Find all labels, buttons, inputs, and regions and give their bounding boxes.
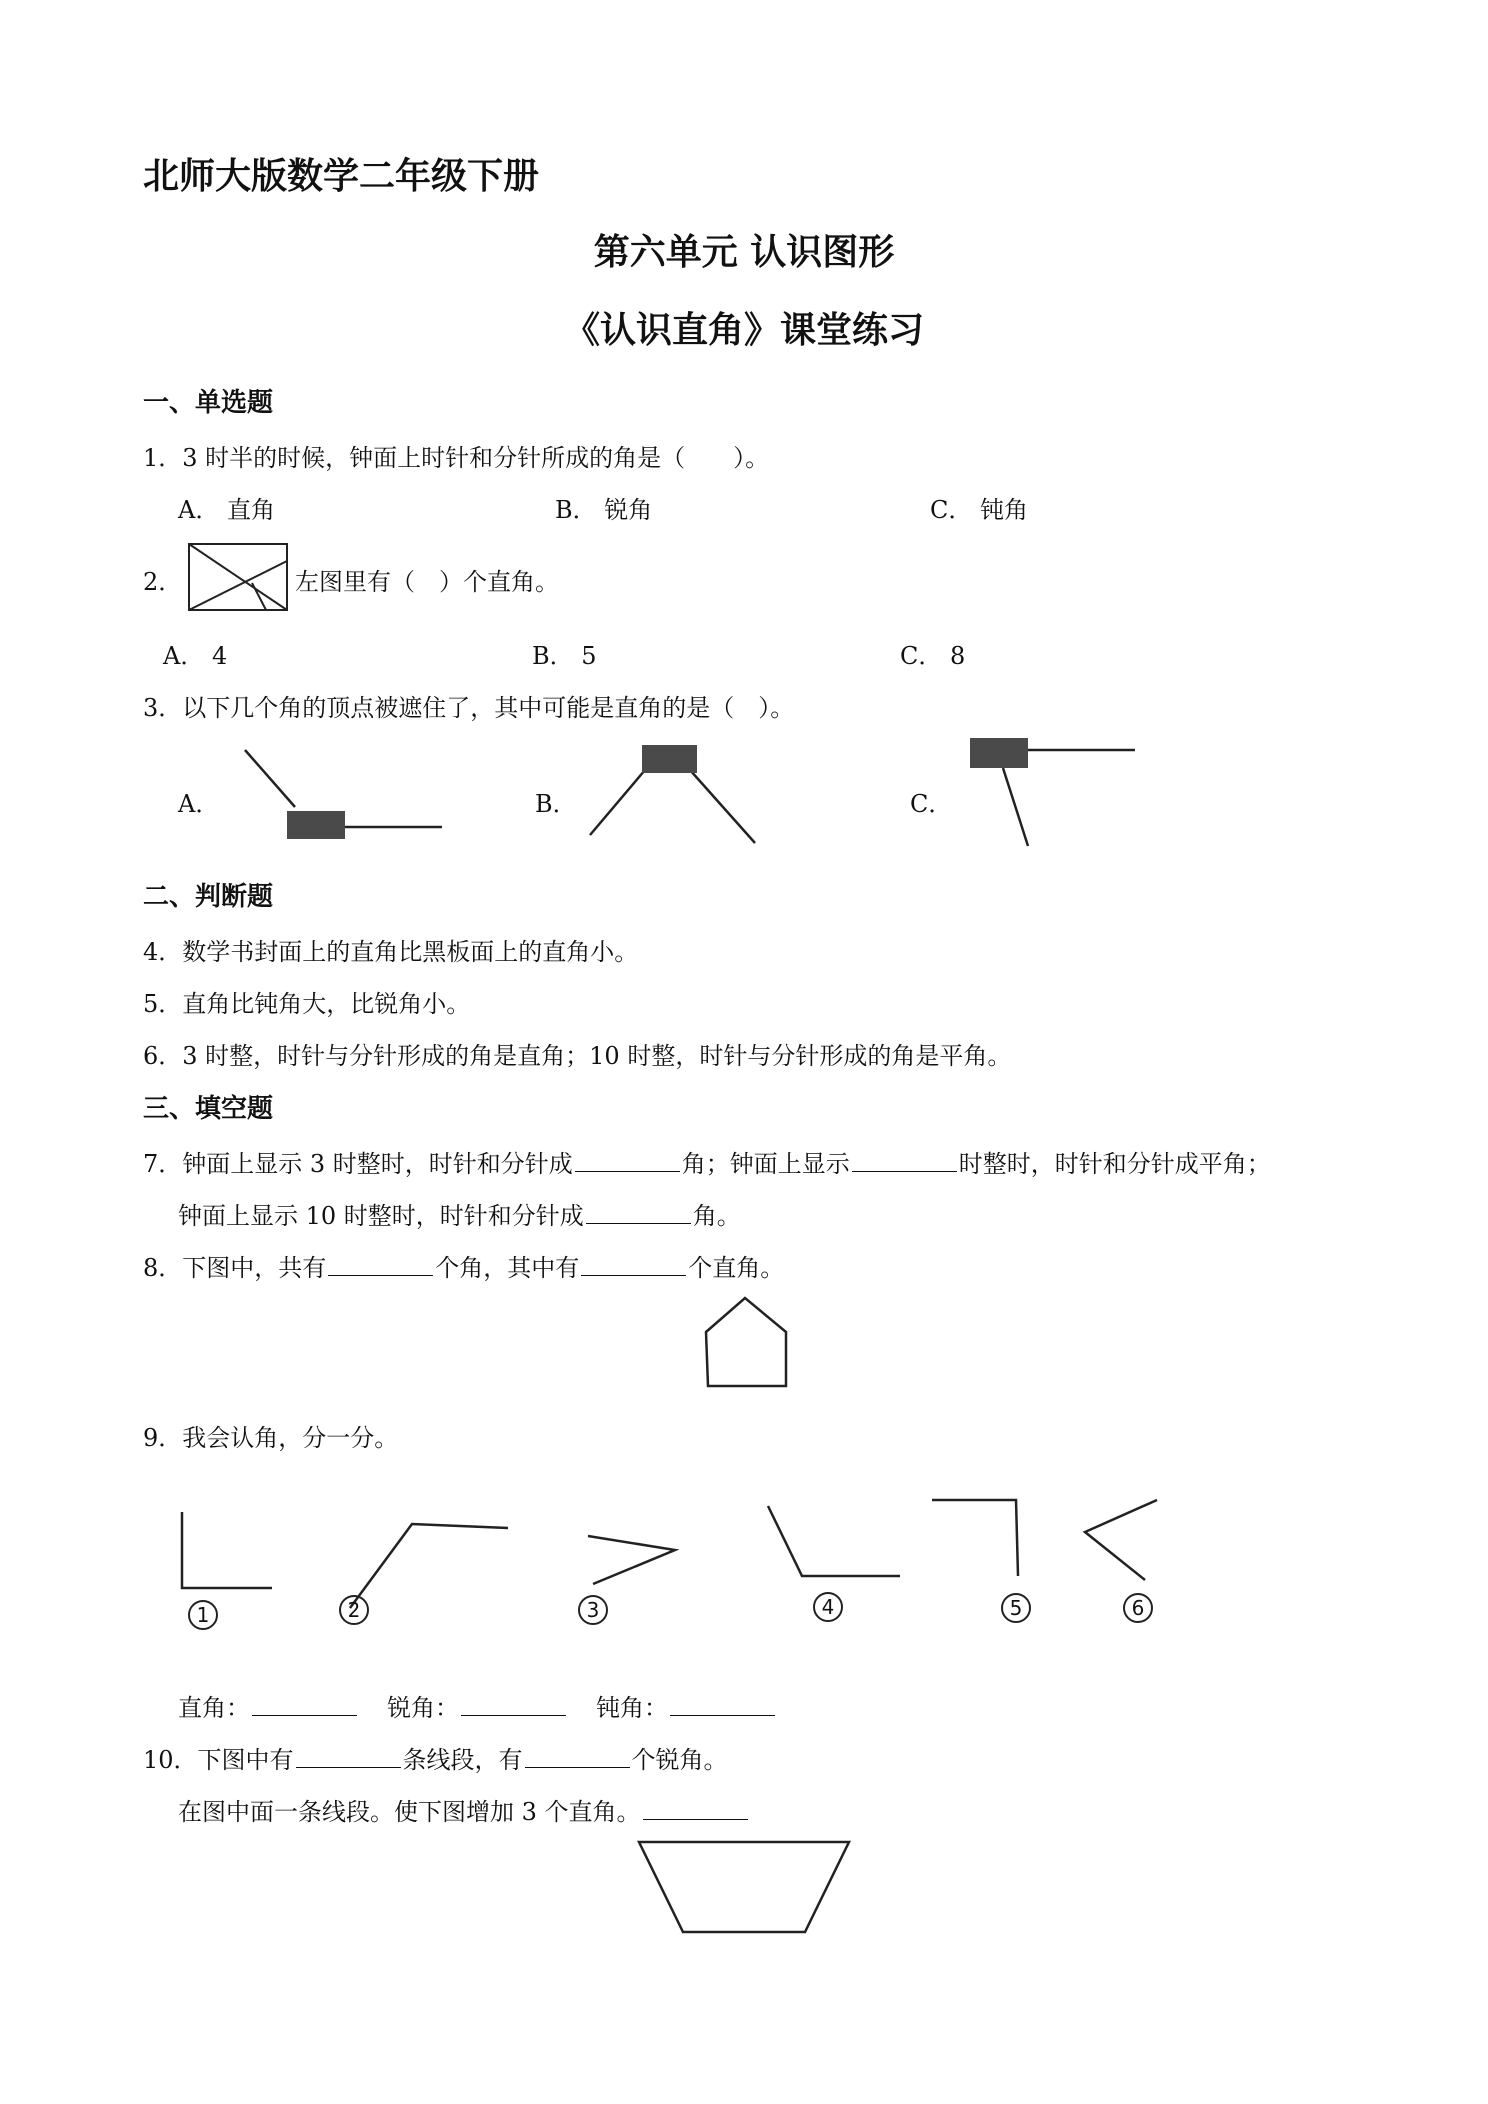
q10-line-2 xyxy=(178,1792,750,1827)
q9-angle-4 xyxy=(768,1506,900,1621)
svg-text:3: 3 xyxy=(586,1598,600,1622)
q10-text-4: 在图中面一条线段。使下图增加 3 个直角。 xyxy=(178,1798,641,1826)
q7-blank-2[interactable] xyxy=(852,1149,957,1172)
q8-blank-1[interactable] xyxy=(328,1253,433,1276)
svg-text:6: 6 xyxy=(1131,1596,1145,1620)
q3-option-b: B． xyxy=(535,790,577,818)
q9-text: 9．我会认角，分一分。 xyxy=(143,1424,399,1452)
q8-text-1: 8．下图中，共有 xyxy=(143,1254,327,1282)
q10-text-3: 个锐角。 xyxy=(631,1746,728,1774)
svg-text:1: 1 xyxy=(196,1603,210,1627)
q8-line xyxy=(143,1248,784,1283)
svg-text:5: 5 xyxy=(1009,1596,1023,1620)
q10-line-1 xyxy=(143,1740,728,1775)
q9-acute-blank[interactable] xyxy=(461,1693,566,1716)
q7-line-2 xyxy=(178,1196,741,1231)
q3-angle-b-figure xyxy=(585,740,785,850)
q9-right-label: 直角： xyxy=(178,1694,250,1722)
q10-blank-1[interactable] xyxy=(296,1745,401,1768)
q1-option-a: A． 直角 xyxy=(178,496,275,524)
q2-number: 2． xyxy=(143,568,183,596)
q3-option-a: A． xyxy=(178,790,220,818)
q1-option-b: B． 锐角 xyxy=(555,496,653,524)
q10-text-1: 10．下图中有 xyxy=(143,1746,294,1774)
q3-text: 3．以下几个角的顶点被遮住了，其中可能是直角的是（ ）。 xyxy=(143,694,795,722)
lesson-title: 《认识直角》课堂练习 xyxy=(563,310,924,351)
q3-angle-a-figure xyxy=(240,745,440,845)
q9-obtuse-blank[interactable] xyxy=(670,1693,775,1716)
q4-text: 4．数学书封面上的直角比黑板面上的直角小。 xyxy=(143,938,639,966)
q2-option-c: C． 8 xyxy=(900,642,966,670)
unit-title: 第六单元 认识图形 xyxy=(593,232,895,273)
q2-option-a: A． 4 xyxy=(163,642,228,670)
q9-right-blank[interactable] xyxy=(252,1693,357,1716)
section-fill-blank: 三、填空题 xyxy=(143,1094,274,1124)
svg-text:4: 4 xyxy=(821,1595,835,1619)
q7-text-3: 时整时，时针和分针成平角； xyxy=(958,1150,1271,1178)
svg-text:2: 2 xyxy=(347,1598,361,1622)
q7-blank-3[interactable] xyxy=(586,1201,691,1224)
q9-obtuse-label: 钝角： xyxy=(596,1694,668,1722)
q7-text-4: 钟面上显示 10 时整时，时针和分针成 xyxy=(178,1202,584,1230)
q10-text-2: 条线段，有 xyxy=(402,1746,523,1774)
q1-option-c: C． 钝角 xyxy=(930,496,1028,524)
q3-option-c: C． xyxy=(910,790,953,818)
section-single-choice: 一、单选题 xyxy=(143,388,274,418)
q3-angle-c-figure xyxy=(965,738,1165,858)
q9-angle-2 xyxy=(340,1524,508,1624)
book-title: 北师大版数学二年级下册 xyxy=(143,156,540,197)
q8-text-3: 个直角。 xyxy=(688,1254,785,1282)
q7-line-1 xyxy=(143,1144,1271,1179)
q6-text: 6．3 时整，时针与分针形成的角是直角；10 时整，时针与分针形成的角是平角。 xyxy=(143,1042,1012,1070)
section-true-false: 二、判断题 xyxy=(143,882,274,912)
q7-text-2: 角；钟面上显示 xyxy=(681,1150,850,1178)
q7-text-1: 7．钟面上显示 3 时整时，时针和分针成 xyxy=(143,1150,573,1178)
q5-text: 5．直角比钝角大，比锐角小。 xyxy=(143,990,471,1018)
q2-text: 左图里有（ ）个直角。 xyxy=(295,568,559,596)
q9-answer-line xyxy=(178,1688,777,1723)
q10-blank-2[interactable] xyxy=(525,1745,630,1768)
q7-text-5: 角。 xyxy=(692,1202,741,1230)
q2-rectangle-figure xyxy=(188,543,288,613)
q9-angle-6 xyxy=(1085,1500,1157,1622)
q9-acute-label: 锐角： xyxy=(387,1694,459,1722)
q10-blank-3[interactable] xyxy=(643,1797,748,1820)
q9-angles-figure xyxy=(170,1490,1170,1650)
q1-text: 1．3 时半的时候，钟面上时针和分针所成的角是（ ）。 xyxy=(143,444,770,472)
q9-angle-1 xyxy=(182,1512,272,1629)
q9-angle-3 xyxy=(579,1536,675,1624)
q9-angle-5 xyxy=(932,1500,1030,1622)
q8-text-2: 个角，其中有 xyxy=(435,1254,580,1282)
q8-pentagon-figure xyxy=(704,1296,794,1391)
q10-trapezoid-figure xyxy=(637,1838,857,1938)
q8-blank-2[interactable] xyxy=(581,1253,686,1276)
q7-blank-1[interactable] xyxy=(575,1149,680,1172)
q2-option-b: B． 5 xyxy=(532,642,597,670)
